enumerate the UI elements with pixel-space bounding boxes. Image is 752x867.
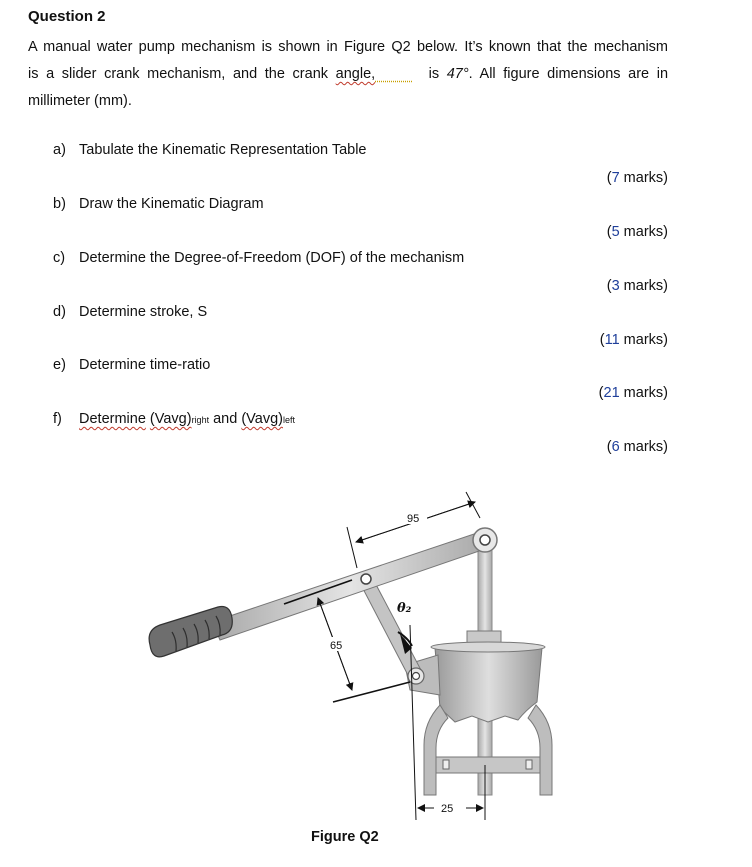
marks-c: (3 marks) [606,278,668,294]
dim-95-ext-right [466,492,480,518]
marks-e: (21 marks) [598,385,668,401]
figure-caption: Figure Q2 [311,829,379,845]
bottom-pivot-pin [413,673,420,680]
theta-label: θ₂ [397,601,412,616]
dim-65-label: 65 [330,640,343,652]
handle-lever [212,532,488,640]
marks-b: (5 marks) [606,224,668,240]
crank-link [360,577,422,679]
marks-f: (6 marks) [606,439,668,455]
rod-gland [467,631,501,643]
intro-line-3: millimeter (mm). [28,93,132,109]
question-c: c) Determine the Degree-of-Freedom (DOF) of the mechanism [53,250,465,266]
question-a: a) Tabulate the Kinematic Representation Table [53,142,367,158]
angle-value: 47° [446,66,469,82]
top-pivot-pin [480,535,490,545]
base-bar [436,757,540,773]
dim-65-ext-bottom [333,682,410,702]
cylinder-rim [431,642,545,652]
question-d: d) Determine stroke, S [53,304,208,320]
question-title: Question 2 [28,8,106,25]
cylinder-leg-right [528,705,552,795]
middle-pivot [361,574,371,584]
dim-95-ext-left [347,527,357,568]
pump-cylinder [435,648,542,722]
question-e: e) Determine time-ratio [53,357,211,373]
marks-a: (7 marks) [606,170,668,186]
base-clip-right [526,760,532,769]
angle-word: angle, [335,66,376,82]
dim-95-label: 95 [407,513,420,525]
intro-line-2: is a slider crank mechanism, and the crank angle, is 47°. All figure dimensions are in [28,66,669,82]
question-f: f) Determine (Vavg)right and (Vavg)left [53,411,295,427]
base-clip-left [443,760,449,769]
question-b: b) Draw the Kinematic Diagram [53,196,264,212]
cylinder-leg-left [424,705,448,795]
marks-d: (11 marks) [599,332,668,348]
intro-line-1: A manual water pump mechanism is shown in Figure Q2 below. It’s known that the mechanism [28,39,668,55]
dim-25-label: 25 [441,803,454,815]
